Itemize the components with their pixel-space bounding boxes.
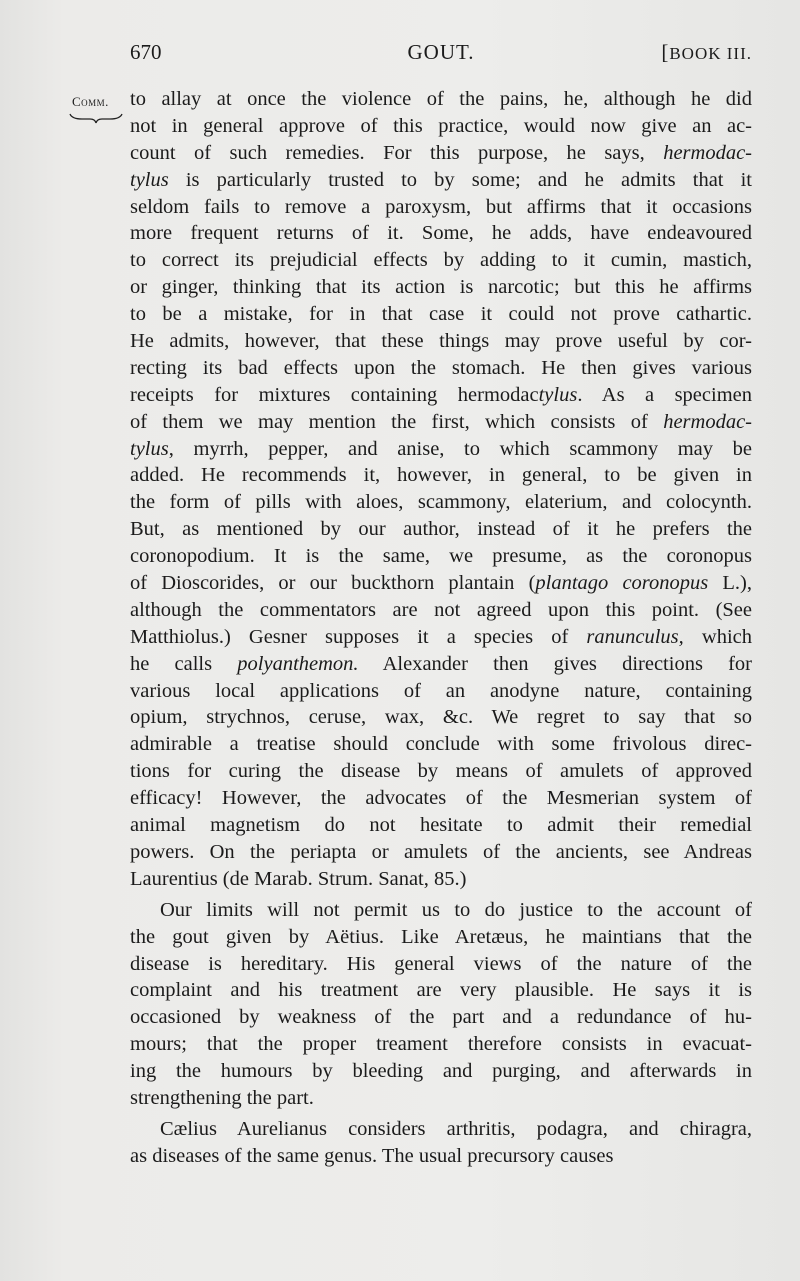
text-line: complaint and his treatment are very plausible. He says it is	[130, 979, 752, 1002]
text-line: ing the humours by bleeding and purging, and afterwards in	[130, 1060, 752, 1083]
text-line: seldom fails to remove a paroxysm, but affirms that it occasions	[130, 195, 752, 218]
text-line: coronopodium. It is the same, we presume, as the coronopus	[130, 545, 752, 568]
body-text	[130, 86, 752, 1174]
page-number: 670	[130, 40, 162, 64]
text-line: Our limits will not permit us to do justice to the account of	[160, 898, 752, 921]
text-line: He admits, however, that these things may prove useful by cor-	[130, 330, 752, 353]
brace-icon	[68, 110, 124, 124]
bracket-glyph: [	[661, 40, 670, 64]
running-title: GOUT.	[407, 40, 475, 64]
text-line: Laurentius (de Marab. Strum. Sanat, 85.)	[130, 867, 467, 890]
text-line: the form of pills with aloes, scammony, elaterium, and colocynth.	[130, 491, 752, 514]
text-line: to correct its prejudicial effects by adding to it cumin, mastich,	[130, 249, 752, 272]
text-line: tylus is particularly trusted to by some; and he admits that it	[130, 168, 752, 191]
text-line: not in general approve of this practice, would now give an ac-	[130, 114, 752, 137]
text-line: Cælius Aurelianus considers arthritis, podagra, and chiragra,	[160, 1117, 752, 1140]
text-line: to be a mistake, for in that case it could not prove cathartic.	[130, 303, 752, 326]
text-line: occasioned by weakness of the part and a redundance of hu-	[130, 1006, 752, 1029]
text-line: mours; that the proper treament therefore consists in evacuat-	[130, 1033, 752, 1056]
text-line: the gout given by Aëtius. Like Aretæus, he maintians that the	[130, 925, 752, 948]
text-line: opium, strychnos, ceruse, wax, &c. We regret to say that so	[130, 706, 752, 729]
text-line: efficacy! However, the advocates of the Mesmerian system of	[130, 787, 752, 810]
book-label	[661, 40, 752, 65]
text-line: admirable a treatise should conclude with some frivolous direc-	[130, 733, 752, 756]
text-line: powers. On the periapta or amulets of the ancients, see Andreas	[130, 840, 752, 863]
text-line: count of such remedies. For this purpose, he says, hermodac-	[130, 141, 752, 164]
text-line: various local applications of an anodyne nature, containing	[130, 679, 752, 702]
text-line: disease is hereditary. His general views of the nature of the	[130, 952, 752, 975]
text-line: Matthiolus.) Gesner supposes it a species of ranunculus, which	[130, 625, 752, 648]
text-line: tions for curing the disease by means of amulets of approved	[130, 760, 752, 783]
margin-note: Comm.	[72, 94, 109, 109]
text-line: more frequent returns of it. Some, he adds, have endeavoured	[130, 222, 752, 245]
text-line: he calls polyanthemon. Alexander then gives directions for	[130, 652, 752, 675]
text-line: or ginger, thinking that its action is narcotic; but this he affirms	[130, 276, 752, 299]
text-line: strengthening the part.	[130, 1086, 314, 1109]
text-line: But, as mentioned by our author, instead of it he prefers the	[130, 518, 752, 541]
text-line: to allay at once the violence of the pains, he, although he did	[130, 88, 752, 110]
text-line: tylus, myrrh, pepper, and anise, to which scammony may be	[130, 437, 752, 460]
running-header	[130, 40, 752, 70]
text-line: added. He recommends it, however, in general, to be given in	[130, 464, 752, 487]
text-line: of them we may mention the first, which consists of hermodac-	[130, 410, 752, 433]
text-line: of Dioscorides, or our buckthorn plantain (plantago coronopus L.),	[130, 572, 752, 595]
text-line: recting its bad effects upon the stomach. He then gives various	[130, 356, 752, 379]
text-line: although the commentators are not agreed upon this point. (See	[130, 598, 752, 621]
book-label-text: BOOK III.	[669, 44, 752, 63]
text-line: receipts for mixtures containing hermodactylus. As a specimen	[130, 383, 752, 406]
text-line: animal magnetism do not hesitate to admit their remedial	[130, 814, 752, 837]
text-line: as diseases of the same genus. The usual precursory causes	[130, 1144, 614, 1167]
